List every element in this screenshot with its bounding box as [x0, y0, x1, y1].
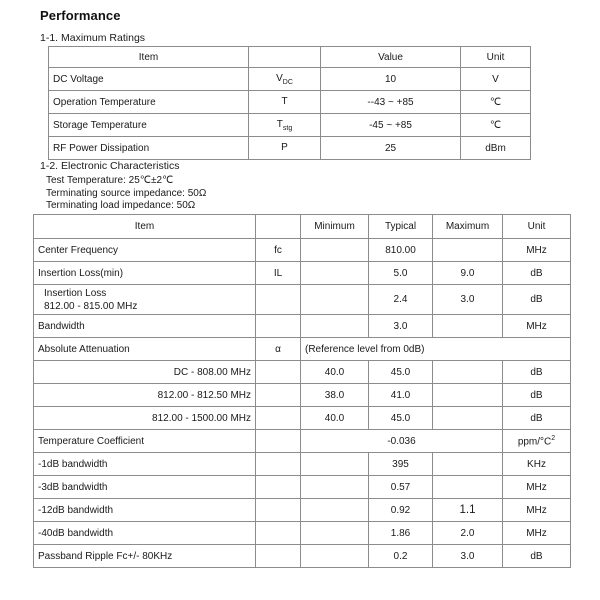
cell-maximum: [433, 476, 503, 499]
cell-symbol: [256, 499, 301, 522]
cell-maximum: [433, 384, 503, 407]
test-conditions-block: [46, 175, 206, 213]
cell-item: Operation Temperature: [49, 91, 249, 114]
column-header-symbol: [256, 215, 301, 239]
cell-maximum: 1.1: [433, 499, 503, 522]
unit-superscript: 2: [551, 434, 556, 442]
cell-typical: 0.2: [369, 545, 433, 568]
cell-typical: 395: [369, 453, 433, 476]
cell-minimum: [301, 522, 369, 545]
cell-unit: dB: [503, 262, 571, 285]
cell-typical: 3.0: [369, 315, 433, 338]
cell-item: -3dB bandwidth: [34, 476, 256, 499]
cell-item-line2: 812.00 - 815.00 MHz: [44, 300, 138, 312]
cell-item: [34, 285, 256, 315]
column-header-symbol: [249, 47, 321, 68]
cell-symbol: [256, 430, 301, 453]
cell-typical: 0.92: [369, 499, 433, 522]
cell-value: -45 ~ +85: [321, 114, 461, 137]
table-row: [34, 338, 571, 361]
cell-minimum: [301, 499, 369, 522]
table-row: [34, 545, 571, 568]
condition-test-temperature: Test Temperature: 25℃±2℃: [46, 175, 174, 186]
cell-unit: [503, 430, 571, 453]
cell-span-value: -0.036: [301, 430, 503, 453]
cell-typical: 0.57: [369, 476, 433, 499]
cell-item: 812.00 - 812.50 MHz: [34, 384, 256, 407]
cell-symbol: [256, 453, 301, 476]
cell-maximum: [433, 453, 503, 476]
cell-typical: 45.0: [369, 361, 433, 384]
cell-symbol: [256, 545, 301, 568]
cell-unit: KHz: [503, 453, 571, 476]
section-label-electronic-characteristics: 1-2. Electronic Characteristics: [40, 160, 180, 172]
symbol-base: P: [281, 141, 288, 153]
cell-unit: ℃: [461, 114, 531, 137]
cell-typical: 41.0: [369, 384, 433, 407]
table-row: [34, 361, 571, 384]
cell-minimum: 40.0: [301, 361, 369, 384]
condition-load-impedance: Terminating load impedance: 50Ω: [46, 200, 196, 212]
cell-minimum: [301, 545, 369, 568]
cell-symbol: [249, 68, 321, 91]
cell-unit: ℃: [461, 91, 531, 114]
cell-unit: dB: [503, 361, 571, 384]
table-row: [49, 91, 531, 114]
cell-unit: MHz: [503, 522, 571, 545]
cell-item: Absolute Attenuation: [34, 338, 256, 361]
cell-maximum: 9.0: [433, 262, 503, 285]
table-row: [34, 285, 571, 315]
symbol-base: T: [281, 95, 288, 107]
electronic-characteristics-table: [33, 214, 571, 568]
table-row: [49, 137, 531, 160]
maximum-ratings-table: [48, 46, 531, 160]
cell-symbol: [256, 407, 301, 430]
cell-symbol: [256, 315, 301, 338]
column-header-item: Item: [34, 215, 256, 239]
cell-unit: MHz: [503, 476, 571, 499]
cell-typical: 1.86: [369, 522, 433, 545]
cell-unit: MHz: [503, 239, 571, 262]
cell-maximum: [433, 239, 503, 262]
table-header-row: [49, 47, 531, 68]
symbol-subscript: stg: [282, 124, 293, 132]
cell-item: Bandwidth: [34, 315, 256, 338]
cell-unit: dB: [503, 545, 571, 568]
cell-symbol: [256, 476, 301, 499]
cell-unit: dB: [503, 407, 571, 430]
table-row: [34, 453, 571, 476]
cell-reference-note: (Reference level from 0dB): [301, 338, 571, 361]
cell-maximum: 2.0: [433, 522, 503, 545]
cell-unit: MHz: [503, 315, 571, 338]
cell-minimum: [301, 239, 369, 262]
cell-item: -12dB bandwidth: [34, 499, 256, 522]
cell-typical: 2.4: [369, 285, 433, 315]
column-header-typical: Typical: [369, 215, 433, 239]
cell-unit: MHz: [503, 499, 571, 522]
unit-base: ppm/°C: [517, 436, 552, 448]
column-header-maximum: Maximum: [433, 215, 503, 239]
symbol-subscript: DC: [282, 78, 293, 86]
cell-typical: 45.0: [369, 407, 433, 430]
table-row: [34, 315, 571, 338]
table-row: [49, 114, 531, 137]
table-row: [34, 430, 571, 453]
cell-value: --43 ~ +85: [321, 91, 461, 114]
table-row: [34, 522, 571, 545]
cell-item: 812.00 - 1500.00 MHz: [34, 407, 256, 430]
cell-unit: dBm: [461, 137, 531, 160]
cell-item: Insertion Loss(min): [34, 262, 256, 285]
cell-maximum: 3.0: [433, 545, 503, 568]
cell-item: DC Voltage: [49, 68, 249, 91]
table-row: [49, 68, 531, 91]
cell-unit: dB: [503, 285, 571, 315]
cell-minimum: [301, 315, 369, 338]
cell-symbol: [256, 384, 301, 407]
cell-symbol: α: [256, 338, 301, 361]
cell-minimum: [301, 262, 369, 285]
column-header-unit: Unit: [503, 215, 571, 239]
cell-minimum: [301, 285, 369, 315]
column-header-unit: Unit: [461, 47, 531, 68]
section-label-maximum-ratings: 1-1. Maximum Ratings: [40, 32, 146, 44]
page-title: Performance: [40, 8, 121, 23]
cell-symbol: [256, 522, 301, 545]
cell-typical: 810.00: [369, 239, 433, 262]
cell-item: DC - 808.00 MHz: [34, 361, 256, 384]
cell-maximum: [433, 361, 503, 384]
cell-item: Temperature Coefficient: [34, 430, 256, 453]
cell-symbol: [249, 137, 321, 160]
cell-item: -1dB bandwidth: [34, 453, 256, 476]
table-row: [34, 262, 571, 285]
cell-minimum: 38.0: [301, 384, 369, 407]
cell-item: Storage Temperature: [49, 114, 249, 137]
column-header-item: Item: [49, 47, 249, 68]
cell-value: 10: [321, 68, 461, 91]
column-header-minimum: Minimum: [301, 215, 369, 239]
table-header-row: [34, 215, 571, 239]
cell-unit: V: [461, 68, 531, 91]
cell-maximum: 3.0: [433, 285, 503, 315]
cell-item: Center Frequency: [34, 239, 256, 262]
table-row: [34, 239, 571, 262]
symbol-base: V: [276, 72, 283, 84]
cell-item-line1: Insertion Loss: [44, 287, 107, 299]
condition-source-impedance: Terminating source impedance: 50Ω: [46, 187, 207, 199]
table-row: [34, 499, 571, 522]
table-row: [34, 407, 571, 430]
cell-maximum: [433, 407, 503, 430]
cell-symbol: fc: [256, 239, 301, 262]
cell-symbol: [249, 114, 321, 137]
table-row: [34, 384, 571, 407]
cell-symbol: [256, 285, 301, 315]
cell-unit: dB: [503, 384, 571, 407]
cell-symbol: [256, 361, 301, 384]
cell-typical: 5.0: [369, 262, 433, 285]
cell-item: RF Power Dissipation: [49, 137, 249, 160]
cell-item: -40dB bandwidth: [34, 522, 256, 545]
column-header-value: Value: [321, 47, 461, 68]
cell-minimum: [301, 453, 369, 476]
cell-value: 25: [321, 137, 461, 160]
cell-item: Passband Ripple Fc+/- 80KHz: [34, 545, 256, 568]
cell-minimum: 40.0: [301, 407, 369, 430]
symbol-base: T: [276, 118, 283, 130]
cell-maximum: [433, 315, 503, 338]
cell-minimum: [301, 476, 369, 499]
cell-symbol: [249, 91, 321, 114]
cell-symbol: IL: [256, 262, 301, 285]
table-row: [34, 476, 571, 499]
